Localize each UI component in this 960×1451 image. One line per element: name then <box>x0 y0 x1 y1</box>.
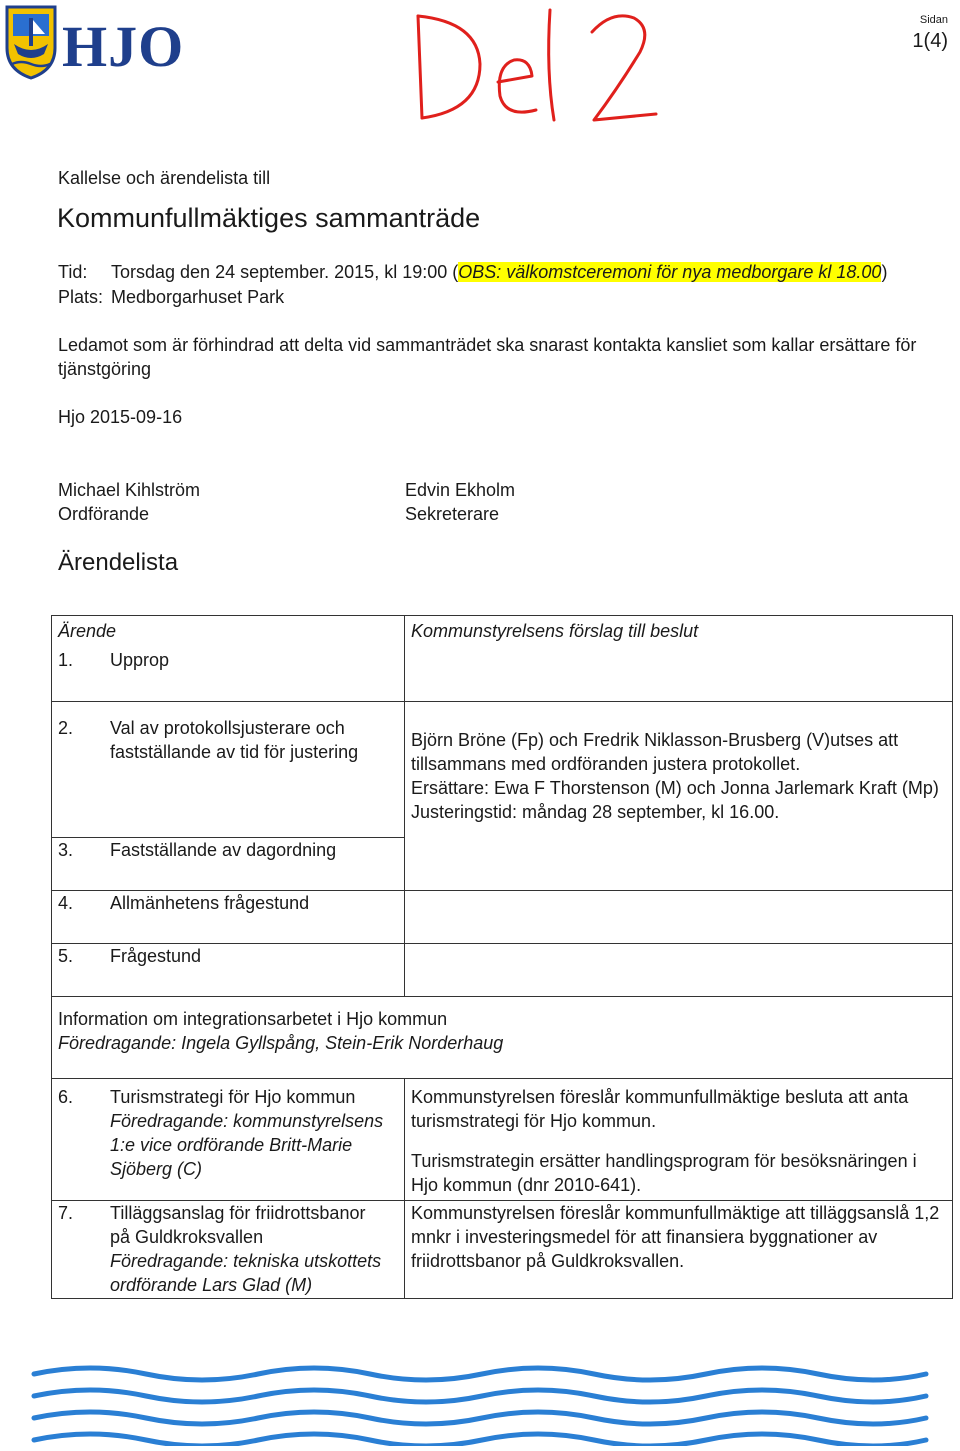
intro-line: Kallelse och ärendelista till <box>58 168 271 188</box>
proposal-text: Ersättare: Ewa F Thorstenson (M) och Jonna Jarlemark Kraft (Mp) <box>411 778 939 798</box>
agenda-table <box>51 615 953 1299</box>
plats-label: Plats: <box>58 287 104 307</box>
proposal-text: Kommunstyrelsen föreslår kommunfullmäktige besluta att anta turismstrategi för Hjo kommun. <box>411 1087 909 1131</box>
list-item: 4. Allmänhetens frågestund <box>58 893 310 913</box>
coat-of-arms-icon <box>4 4 58 80</box>
table-row <box>52 997 953 1079</box>
column-header-arende: Ärende <box>58 621 117 641</box>
signature-secretary <box>405 478 515 526</box>
handwritten-note <box>408 2 668 130</box>
item-presenter: Föredragande: tekniska utskottets ordförande Lars Glad (M) <box>110 1251 382 1295</box>
proposal-text: Justeringstid: måndag 28 september, kl 16.00. <box>411 802 780 822</box>
signature-chair <box>58 478 200 526</box>
wave-decoration-icon <box>30 1362 930 1446</box>
table-row <box>52 702 953 838</box>
list-item: 6. Turismstrategi för Hjo kommun Föredragande: kommunstyrelsens 1:e vice ordförande Britt-Marie Sjöberg (C) <box>58 1087 384 1179</box>
signature-name: Edvin Ekholm <box>405 480 516 500</box>
notice-text: Ledamot som är förhindrad att delta vid sammanträdet ska snarast kontakta kansliet som kallar ersättare för tjänstgöring <box>58 335 917 379</box>
table-row <box>52 616 953 702</box>
proposal-text: Turismstrategin ersätter handlingsprogram för besöksnäringen i Hjo kommun (dnr 2010-641). <box>411 1151 917 1195</box>
item-presenter: Föredragande: kommunstyrelsens 1:e vice ordförande Britt-Marie Sjöberg (C) <box>110 1111 384 1179</box>
column-header-forslag: Kommunstyrelsens förslag till beslut <box>411 621 699 641</box>
section-title: Ärendelista <box>58 549 179 576</box>
list-item: 2. Val av protokollsjusterare och fastställande av tid för justering <box>58 718 359 762</box>
table-row <box>52 1079 953 1201</box>
table-row <box>52 891 953 944</box>
proposal-text: Kommunstyrelsen föreslår kommunfullmäktige att tilläggsanslå 1,2 mnkr i investeringsmedel för att finansiera byggnationer av friidrottsbanor på Guldkroksvallen. <box>411 1203 940 1271</box>
page-title: Kommunfullmäktiges sammanträde <box>57 203 481 233</box>
page-label: Sidan <box>919 14 948 26</box>
table-row <box>52 944 953 997</box>
list-item: 5. Frågestund <box>58 946 202 966</box>
signature-role: Ordförande <box>58 504 150 524</box>
tid-value: Torsdag den 24 september. 2015, kl 19:00 (OBS: välkomstceremoni för nya medborgare kl 18.00) <box>111 262 888 282</box>
info-presenter: Föredragande: Ingela Gyllspång, Stein-Erik Norderhaug <box>58 1033 504 1053</box>
list-item: 7. Tilläggsanslag för friidrottsbanor på Guldkroksvallen Föredragande: tekniska utskottets ordförande Lars Glad (M) <box>58 1203 382 1295</box>
proposal-text: Björn Bröne (Fp) och Fredrik Niklasson-Brusberg (V)utses att tillsammans med ordföranden justera protokollet. <box>411 730 899 774</box>
table-row <box>52 1201 953 1299</box>
list-item: 3. Fastställande av dagordning <box>58 840 337 860</box>
tid-highlight: OBS: välkomstceremoni för nya medborgare kl 18.00 <box>458 262 882 282</box>
info-text: Information om integrationsarbetet i Hjo kommun <box>58 1009 448 1029</box>
tid-label: Tid: <box>58 262 88 282</box>
signature-role: Sekreterare <box>405 504 500 524</box>
signature-name: Michael Kihlström <box>58 480 201 500</box>
page-number: 1(4) <box>912 30 948 52</box>
plats-value: Medborgarhuset Park <box>111 287 285 307</box>
logo-text: HJO <box>62 14 185 79</box>
list-item: 1. Upprop <box>58 650 170 670</box>
date-text: Hjo 2015-09-16 <box>58 407 183 427</box>
